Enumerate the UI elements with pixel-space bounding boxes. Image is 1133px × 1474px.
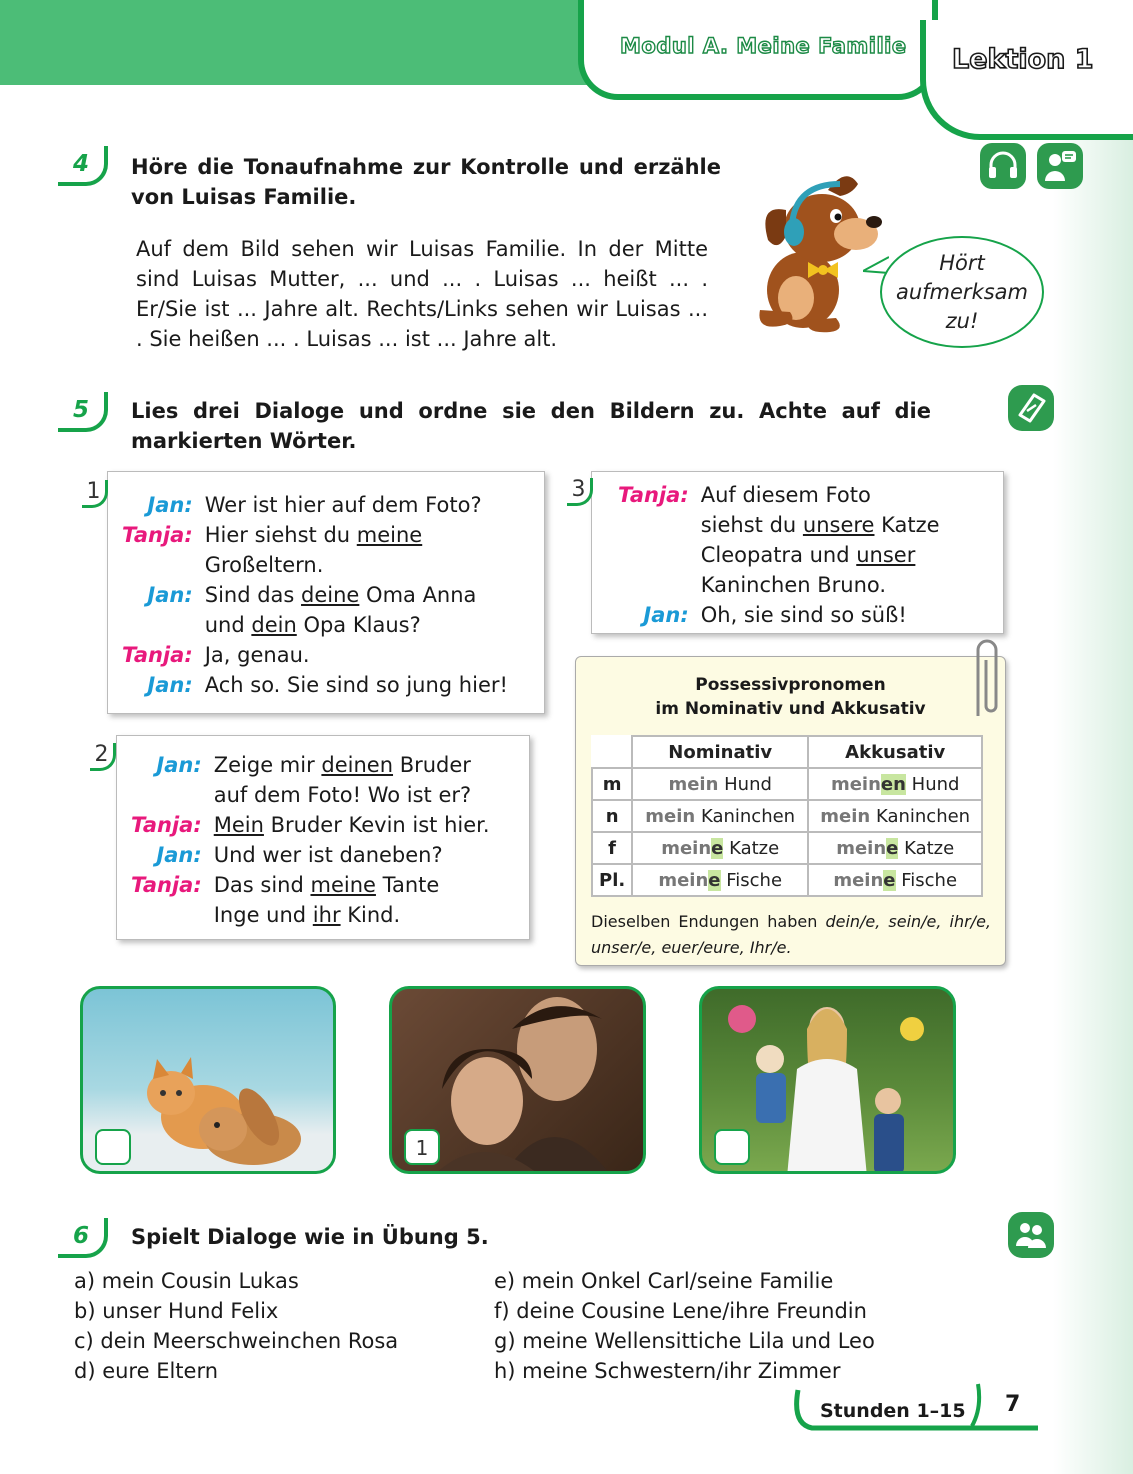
footer-label: Stunden 1–15	[820, 1400, 966, 1422]
list-item: g) meine Wellensittiche Lila und Leo	[494, 1329, 875, 1353]
dialog-line: Cleopatra und unser	[700, 543, 916, 567]
column-header: Nominativ	[632, 736, 808, 768]
dialog-line: Großeltern.	[204, 553, 324, 577]
dialog-line: Hier siehst du meine	[204, 523, 423, 547]
dialog-line: Zeige mir deinen Bruder	[213, 753, 471, 777]
dialog-line: Oh, sie sind so süß!	[700, 603, 907, 627]
speaker	[122, 610, 193, 640]
speaker: Tanja:	[131, 813, 202, 837]
dialog-line: Und wer ist daneben?	[213, 843, 443, 867]
speaker: Jan:	[643, 603, 689, 627]
table-row: Pl. meine Fische meine Fische	[592, 864, 982, 896]
table-row: f meine Katze meine Katze	[592, 832, 982, 864]
answer-slot[interactable]	[95, 1129, 131, 1165]
speaker	[618, 540, 689, 570]
dialog-line: siehst du unsere Katze	[700, 513, 940, 537]
speaker: Jan:	[147, 493, 193, 517]
dialog-line: Wer ist hier auf dem Foto?	[204, 493, 482, 517]
speaker: Tanja:	[122, 523, 193, 547]
speaker: Jan:	[156, 843, 202, 867]
dialog-number: 1	[82, 480, 108, 508]
list-item: h) meine Schwestern/ihr Zimmer	[494, 1359, 841, 1383]
list-item: c) dein Meerschweinchen Rosa	[74, 1329, 399, 1353]
module-title: Modul A. Meine Familie	[620, 34, 907, 58]
grammar-title: Possessivpronomen im Nominativ und Akkusativ	[655, 675, 926, 719]
speaker: Jan:	[156, 753, 202, 777]
photo-cat-rabbit	[80, 986, 336, 1174]
photo-aunt-children	[699, 986, 956, 1174]
dialog-line: Ach so. Sie sind so jung hier!	[204, 673, 508, 697]
dialog-line: Ja, genau.	[204, 643, 310, 667]
exercise-text: Auf dem Bild sehen wir Luisas Familie. In der Mitte sind Luisas Mutter, ... und ... . Luisas ... heißt ... . Er/Sie ist ... Jahre alt. Rechts/Links sehen wir Luisas ... . Sie heißen ... . Luisas ... ist ... Jahre alt.	[136, 237, 708, 351]
dialog-line: Das sind meine Tante	[213, 873, 440, 897]
speaker	[131, 900, 202, 930]
column-header: Akkusativ	[808, 736, 982, 768]
list-item: b) unser Hund Felix	[74, 1299, 279, 1323]
speech-bubble	[880, 236, 1044, 348]
paperclip-icon	[970, 636, 1004, 724]
list-item: e) mein Onkel Carl/seine Familie	[494, 1269, 834, 1293]
grammar-note: Dieselben Endungen haben dein/e, sein/e, ihr/e, unser/e, euer/eure, Ihr/e.	[591, 912, 992, 957]
exercise-number: 5	[58, 392, 108, 432]
speaking-icon	[1037, 143, 1083, 189]
dialog-number: 3	[567, 478, 593, 506]
dialog-number: 2	[90, 743, 116, 771]
dialog-line: Auf diesem Foto	[700, 483, 871, 507]
dog-illustration	[748, 170, 890, 335]
list-item: f) deine Cousine Lene/ihre Freundin	[494, 1299, 867, 1323]
bubble-line: aufmerksam	[895, 279, 1028, 304]
exercise-task: Lies drei Dialoge und ordne sie den Bildern zu. Achte auf die markierten Wörter.	[131, 399, 931, 453]
lesson-tab	[920, 20, 1133, 140]
dialog-line: Mein Bruder Kevin ist hier.	[213, 813, 490, 837]
table-row: n mein Kaninchen mein Kaninchen	[592, 800, 982, 832]
pair-work-icon	[1008, 1212, 1054, 1258]
task-list-left	[74, 1266, 398, 1386]
exercise-task: Höre die Tonaufnahme zur Kontrolle und erzähle von Luisas Familie.	[131, 155, 721, 209]
answer-slot[interactable]	[714, 1129, 750, 1165]
exercise-task: Spielt Dialoge wie in Übung 5.	[131, 1225, 489, 1249]
page-number: 7	[1005, 1392, 1021, 1417]
dialog-card-3	[591, 471, 1004, 634]
speaker: Tanja:	[618, 483, 689, 507]
dialog-line: Sind das deine Oma Anna	[204, 583, 477, 607]
speaker	[618, 510, 689, 540]
speaker	[618, 570, 689, 600]
dialog-line: Kaninchen Bruno.	[700, 573, 887, 597]
speaker	[131, 780, 202, 810]
photo-grandparents	[389, 986, 646, 1174]
grammar-box	[575, 656, 1006, 966]
table-row: m mein Hund meinen Hund	[592, 768, 982, 800]
speaker: Tanja:	[131, 873, 202, 897]
list-item: d) eure Eltern	[74, 1359, 219, 1383]
bubble-line: zu!	[945, 308, 979, 333]
speaker: Tanja:	[122, 643, 193, 667]
dialog-card-2	[116, 735, 530, 940]
headphones-icon	[980, 143, 1026, 189]
speaker	[122, 550, 193, 580]
bubble-line: Hört	[939, 250, 985, 275]
task-list-right	[494, 1266, 875, 1386]
speaker: Jan:	[147, 583, 193, 607]
answer-slot[interactable]: 1	[404, 1129, 440, 1165]
dialog-card-1	[107, 471, 545, 714]
lesson-title: Lektion 1	[952, 44, 1094, 75]
dialog-line: Inge und ihr Kind.	[213, 903, 401, 927]
dialog-line: auf dem Foto! Wo ist er?	[213, 783, 472, 807]
header-band	[0, 0, 590, 85]
exercise-number: 4	[58, 146, 108, 186]
grammar-table	[591, 735, 983, 897]
list-item: a) mein Cousin Lukas	[74, 1269, 299, 1293]
side-strip	[1053, 100, 1133, 1474]
book-icon	[1008, 385, 1054, 431]
dialog-line: und dein Opa Klaus?	[204, 613, 421, 637]
exercise-number: 6	[58, 1218, 108, 1258]
speaker: Jan:	[147, 673, 193, 697]
